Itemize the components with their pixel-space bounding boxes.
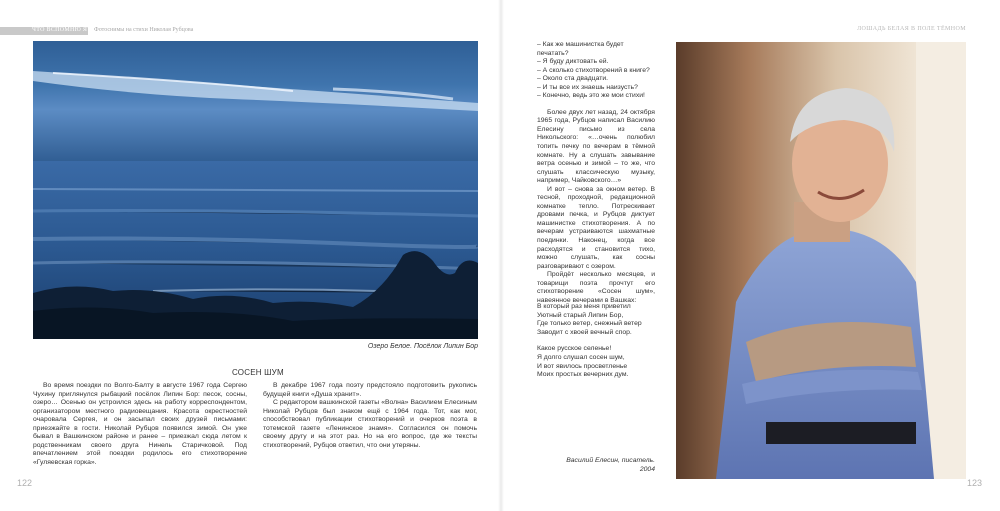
paragraph: Пройдёт несколько месяцев, и товарищи поэта прочтут его стихотворение «Сосен шум», навеянное вечерами в Вашках:	[537, 271, 655, 304]
paragraph: И вот – снова за окном ветер. В тесной, проходной, редакционной комнатке тепло. Потрескивает дровами печка, и Рубцов диктует машинистке стихотворения. А по вечерам устраиваются шахматные поединки. Наконец, когда все расходятся и становится тихо, можно слушать, как сосны разговаривают с озером.	[537, 185, 655, 270]
dialogue-line: – А сколько стихотворений в книге?	[537, 66, 650, 74]
verse-line: Я долго слушал сосен шум,	[537, 353, 625, 361]
dialogue-line: – Конечно, ведь это же мои стихи!	[537, 92, 645, 100]
text-column-2	[263, 382, 477, 450]
text-column-3	[537, 41, 655, 305]
dialogue-line: – Я буду диктовать ей.	[537, 58, 609, 66]
stanza	[537, 345, 667, 379]
portrait-photo	[676, 42, 966, 479]
verse-line: Где только ветер, снежный ветер	[537, 320, 642, 328]
paragraph: Во время поездки по Волго-Балту в августе 1967 года Сергею Чухину приглянулся рыбацкий посёлок Липин Бор: песок, сосны, озеро… Осенью он устроился здесь на работу корреспондентом, организатором местного радиовещания. Красота окрестностей очаровала Сергея, и он засыпал своих друзей письмами: приезжайте в гости. Николай Рубцов появился зимой. Он уже бывал в Вашкинском районе и ранее – приезжал сюда летом к родственникам своего друга Нинель Старичковой. Под впечатлением этой поездки родилось его стихотворение «Гуляевская горка».	[33, 382, 247, 466]
verse-line: В который раз меня приветил	[537, 303, 631, 310]
page-number-left: 122	[17, 478, 33, 488]
dialogue-line: – Как же машинистка будет печатать?	[537, 41, 624, 57]
signature-year: 2004	[639, 466, 655, 473]
dialogue-line: – И ты все их знаешь наизусть?	[537, 83, 638, 91]
stanza	[537, 303, 667, 337]
paragraph: Более двух лет назад, 24 октября 1965 года, Рубцов написал Василию Елесину письмо из села Никольского: «…очень полюбил топить печку по вечерам в тёмной комнате. Ну а слушать завывание ветра осенью и зимой – то же, что слушать классическую музыку, например, Чайковского…»	[537, 108, 655, 185]
header-section-title: ЧТО ВСПОМНЮ Я?	[32, 27, 91, 33]
dialogue-line: – Около ста двадцати.	[537, 75, 609, 83]
page-number-right: 123	[966, 478, 982, 488]
verse-line: Заводит с хвоей вечный спор.	[537, 328, 632, 336]
book-gutter	[498, 0, 504, 511]
paragraph: В декабре 1967 года поэту предстояло подготовить рукопись будущей книги «Душа хранит».	[263, 382, 477, 398]
running-header-left	[0, 27, 500, 35]
running-header-right: ЛОШАДЬ БЕЛАЯ В ПОЛЕ ТЁМНОМ	[857, 26, 966, 32]
verse-line: Моих простых вечерних дум.	[537, 371, 629, 379]
lake-photo-caption: Озеро Белое. Посёлок Липин Бор	[367, 343, 478, 350]
poem-title: СОСЕН ШУМ	[232, 368, 284, 377]
header-book-subtitle: Фотоснимы на стихи Николая Рубцова	[94, 27, 194, 33]
verse-line: Уютный старый Липин Бор,	[537, 311, 624, 319]
lake-photo	[33, 41, 478, 339]
signature-name: Василий Елесин, писатель.	[566, 457, 655, 464]
author-signature	[566, 456, 655, 474]
poem-verse	[537, 303, 667, 388]
paragraph: С редактором вашкинской газеты «Волна» Василием Елесиным Николай Рубцов был знаком ещё с 1964 года. Тот, как мог, способствовал публикации стихотворений и очерков поэта в тотемской газете «Ленинское знамя». Согласился он помочь своему другу и на этот раз. Но на его вопрос, где же тексты стихотворений, Рубцов ответил, что они утеряны.	[263, 399, 477, 449]
verse-line: И вот явилось просветленье	[537, 362, 628, 370]
text-column-1	[33, 382, 247, 467]
verse-line: Какое русское селенье!	[537, 345, 612, 353]
